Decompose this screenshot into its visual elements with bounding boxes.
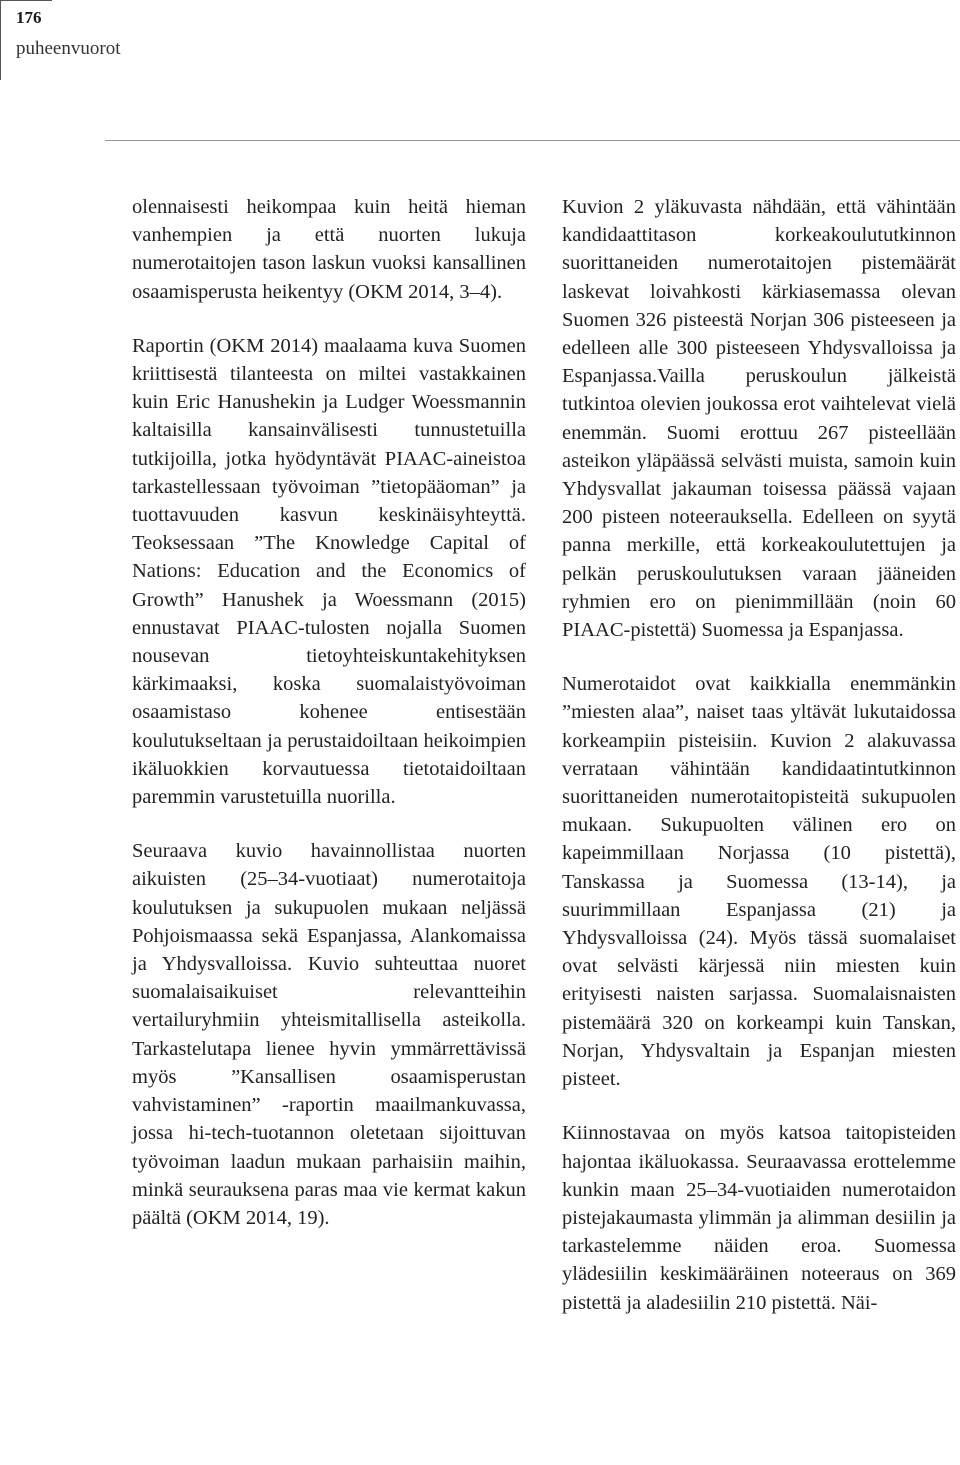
header-vertical-rule <box>0 0 1 80</box>
paragraph: Kiinnostavaa on myös katsoa taitopisteiden hajontaa ikäluokassa. Seuraavassa erottelemme kunkin maan 25–34-vuotiaiden numerotaidon pistejakaumasta ylimmän ja alimman desiilin ja tarkastelemme näiden eroa. Suomessa ylädesiilin keskimääräinen noteeraus on 369 pistettä ja aladesiilin 210 pistettä. Näi- <box>562 1122 956 1314</box>
right-column <box>562 193 956 1343</box>
paragraph: Raportin (OKM 2014) maalaama kuva Suomen kriittisestä tilanteesta on miltei vastakkainen kuin Eric Hanushekin ja Ludger Woessmannin kaltaisilla kansainvälisesti tunnustetuilla tutkijoilla, jotka hyödyntävät PIAAC-aineistoa tarkastellessaan työvoiman ”tietopääoman” ja tuottavuuden kasvun keskinäisyhteyttä. Teoksessaan ”The Knowledge Capital of Nations: Education and the Economics of Growth” Hanushek ja Woessmann (2015) ennustavat PIAAC-tulosten nojalla Suomen nousevan tietoyhteiskuntakehityksen kärkimaaksi, koska suomalaistyövoiman osaamistaso kohenee entisestään koulutukseltaan ja perustaidoiltaan heikoimpien ikäluokkien korvautuessa tietotaidoiltaan paremmin varustetuilla nuorilla. <box>132 334 526 809</box>
header-divider <box>105 140 960 141</box>
left-column <box>132 193 526 1258</box>
page-number: 176 <box>16 8 42 27</box>
paragraph: Numerotaidot ovat kaikkialla enemmänkin ”miesten alaa”, naiset taas yltävät lukutaidossa korkeampiin pisteisiin. Kuvion 2 alakuvassa verrataan vähintään kandidaatintutkinnon suorittaneiden numerotaitopisteitä sukupuolen mukaan. Sukupuolten välinen ero on kapeimmillaan Norjassa (10 pistettä), Tanskassa ja Suomessa (13-14), ja suurimmillaan Espanjassa (21) ja Yhdysvalloissa (24). Myös tässä suomalaiset ovat selvästi kärjessä niin miesten kuin erityisesti naisten sarjassa. Suomalaisnaisten pistemäärä 320 on korkeampi kuin Tanskan, Norjan, Yhdysvaltain ja Espanjan miesten pisteet. <box>562 673 956 1091</box>
paragraph: Kuvion 2 yläkuvasta nähdään, että vähintään kandidaattitason korkeakoulututkinnon suorittaneiden numerotaitojen pistemäärät laskevat loivahkosti kärkiasemassa olevan Suomen 326 pisteestä Norjan 306 pisteeseen ja edelleen alle 300 pisteeseen Yhdysvalloissa ja Espanjassa.Vailla peruskoulun jälkeistä tutkintoa olevien joukossa erot vaihtelevat vielä enemmän. Suomi erottuu 267 pisteellään asteikon yläpäässä selvästi muista, samoin kuin Yhdysvallat jakauman toisessa päässä vajaan 200 pisteen noteerauksella. Edelleen on syytä panna merkille, että korkeakoulutettujen ja pelkän peruskoulutuksen varaan jääneiden ryhmien ero on pienimmillään (noin 60 PIAAC-pistettä) Suomessa ja Espanjassa. <box>562 196 956 642</box>
header-top-rule <box>0 0 52 1</box>
paragraph: Seuraava kuvio havainnollistaa nuorten aikuisten (25–34-vuotiaat) numerotaitoja koulutuksen ja sukupuolen mukaan neljässä Pohjoismaassa sekä Espanjassa, Alankomaissa ja Yhdysvalloissa. Kuvio suhteuttaa nuoret suomalaisaikuiset relevantteihin vertailuryhmiin yhteismitallisella asteikolla. Tarkastelutapa lienee hyvin ymmärrettävissä myös ”Kansallisen osaamisperustan vahvistaminen” -raportin maailmankuvassa, jossa hi-tech-tuotannon oletetaan sijoittuvan työvoiman laadun mukaan parhaisiin maihin, minkä seurauksena paras maa vie kermat kakun päältä (OKM 2014, 19). <box>132 840 526 1229</box>
paragraph: olennaisesti heikompaa kuin heitä hieman vanhempien ja että nuorten lukuja numerotaitojen tason laskun vuoksi kansallinen osaamisperusta heikentyy (OKM 2014, 3–4). <box>132 196 526 303</box>
section-label: puheenvuorot <box>16 38 121 59</box>
